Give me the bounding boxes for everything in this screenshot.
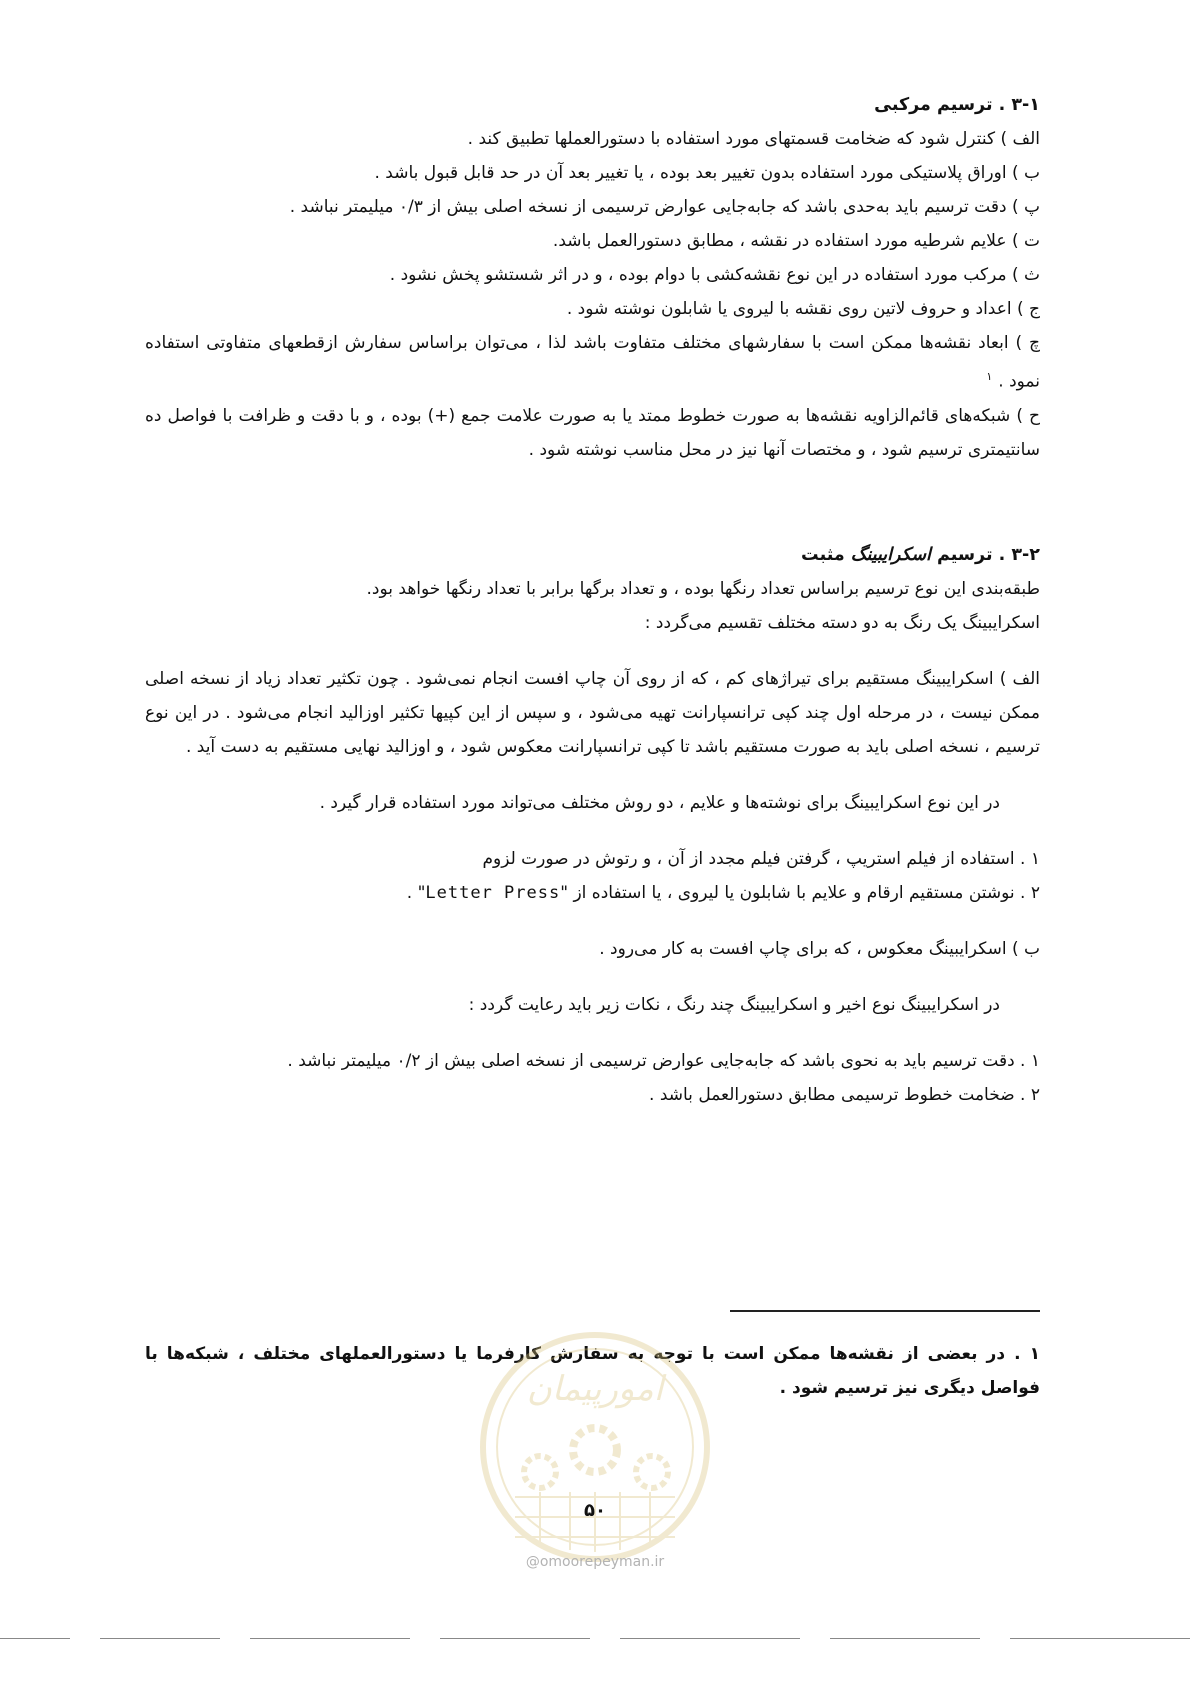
- list-item: الف ) اسکرایبینگ مستقیم برای تیراژهای کم ، که از روی آن چاپ افست انجام نمی‌شود . چون تکثیر تعداد زیاد از نسخه اصلی ممکن نیست ، در مرحله اول چند کپی ترانسپارانت تهیه می‌شود ، و سپس از این کپیها تکثیر اوزالید انجام می‌شود . در این نوع ترسیم ، نسخه اصلی باید به صورت مستقیم باشد تا کپی ترانسپارانت معکوس شود ، و اوزالید نهایی مستقیم به دست آید .: [145, 669, 1040, 757]
- heading-italic-word: اسکرایبینگ: [850, 545, 931, 565]
- footnote-divider: [730, 1310, 1040, 1312]
- scan-edge-line: [440, 1638, 590, 1639]
- list-item: [145, 876, 1040, 910]
- latin-term: Letter Press: [425, 883, 561, 903]
- section-heading: [145, 538, 1040, 572]
- section-heading: ۳-۱ . ترسیم مرکبی: [874, 95, 1040, 115]
- list-item: الف ) کنترل شود که ضخامت قسمتهای مورد استفاده با دستورالعملها تطبیق کند .: [467, 129, 1040, 149]
- watermark-seal: [470, 1322, 720, 1572]
- heading-suffix: مثبت: [801, 545, 851, 565]
- paragraph: در این نوع اسکرایبینگ برای نوشته‌ها و علایم ، دو روش مختلف می‌تواند مورد استفاده قرار گیرد .: [319, 793, 1000, 813]
- footnote: ۱ . در بعضی از نقشه‌ها ممکن است با توجه به سفارش کارفرما یا دستورالعملهای مختلف ، شبکه‌ها با فواصل دیگری نیز ترسیم شود .: [145, 1344, 1040, 1398]
- watermark-text: امورپیمان: [526, 1369, 664, 1409]
- list-item: ث ) مرکب مورد استفاده در این نوع نقشه‌کشی با دوام بوده ، و در اثر شستشو پخش نشود .: [389, 265, 1040, 285]
- list-item-text: ۲ . نوشتن مستقیم ارقام و علایم با شابلون یا لیروی ، یا استفاده از ": [560, 883, 1040, 903]
- heading-prefix: ۳-۲ . ترسیم: [930, 545, 1040, 565]
- list-item: ۱ . دقت ترسیم باید به نحوی باشد که جابه‌جایی عوارض ترسیمی از نسخه اصلی بیش از ۰/۲ میلیمتر نباشد .: [287, 1051, 1040, 1071]
- list-item: ج ) اعداد و حروف لاتین روی نقشه با لیروی یا شابلون نوشته شود .: [566, 299, 1040, 319]
- watermark-url: @omoorepeyman.ir: [525, 1554, 665, 1570]
- list-item: پ ) دقت ترسیم باید به‌حدی باشد که جابه‌جایی عوارض ترسیمی از نسخه اصلی بیش از ۰/۳ میلیمتر نباشد .: [289, 197, 1040, 217]
- gear-scales-seal-icon: [470, 1322, 720, 1572]
- list-item: ح ) شبکه‌های قائم‌الزاویه نقشه‌ها به صورت خطوط ممتد یا به صورت علامت جمع (+) بوده ، و با دقت و ظرافت با فواصل ده سانتیمتری ترسیم شود ، و مختصات آنها نیز در محل مناسب نوشته شود .: [145, 405, 1040, 460]
- paragraph: طبقه‌بندی این نوع ترسیم براساس تعداد رنگها بوده ، و تعداد برگها برابر با تعداد رنگها خواهد بود.: [366, 579, 1040, 599]
- scan-edge-line: [620, 1638, 800, 1639]
- page-number: ۵۰: [584, 1500, 606, 1521]
- list-item: ت ) علایم شرطیه مورد استفاده در نقشه ، مطابق دستورالعمل باشد.: [552, 231, 1040, 251]
- list-item: ۲ . ضخامت خطوط ترسیمی مطابق دستورالعمل باشد .: [649, 1085, 1040, 1105]
- scan-edge-line: [100, 1638, 220, 1639]
- scan-edge-line: [250, 1638, 410, 1639]
- footnote-marker: ۱: [986, 370, 993, 383]
- list-item: ب ) اسکرایبینگ معکوس ، که برای چاپ افست به کار می‌رود .: [599, 939, 1040, 959]
- paragraph: اسکرایبینگ یک رنگ به دو دسته مختلف تقسیم می‌گردد :: [644, 613, 1040, 633]
- section-positive-scribing: [145, 538, 1040, 1112]
- list-item: ب ) اوراق پلاستیکی مورد استفاده بدون تغییر بعد بوده ، یا تغییر بعد آن در حد قابل قبول باشد .: [374, 163, 1040, 183]
- list-item-text: چ ) ابعاد نقشه‌ها ممکن است با سفارشهای مختلف متفاوت باشد لذا ، می‌توان براساس سفارش ازقطعهای متفاوتی استفاده نمود .: [145, 333, 1040, 392]
- scan-edge-line: [1010, 1638, 1190, 1639]
- scan-edge-line: [0, 1638, 70, 1639]
- list-item: ۱ . استفاده از فیلم استریپ ، گرفتن فیلم مجدد از آن ، و رتوش در صورت لزوم: [482, 849, 1040, 869]
- list-item: [145, 326, 1040, 399]
- section-composite-drawing: [145, 88, 1040, 467]
- paragraph: در اسکرایبینگ نوع اخیر و اسکرایبینگ چند رنگ ، نکات زیر باید رعایت گردد :: [468, 995, 1000, 1015]
- list-item-text: " .: [406, 883, 426, 903]
- scan-edge-line: [830, 1638, 980, 1639]
